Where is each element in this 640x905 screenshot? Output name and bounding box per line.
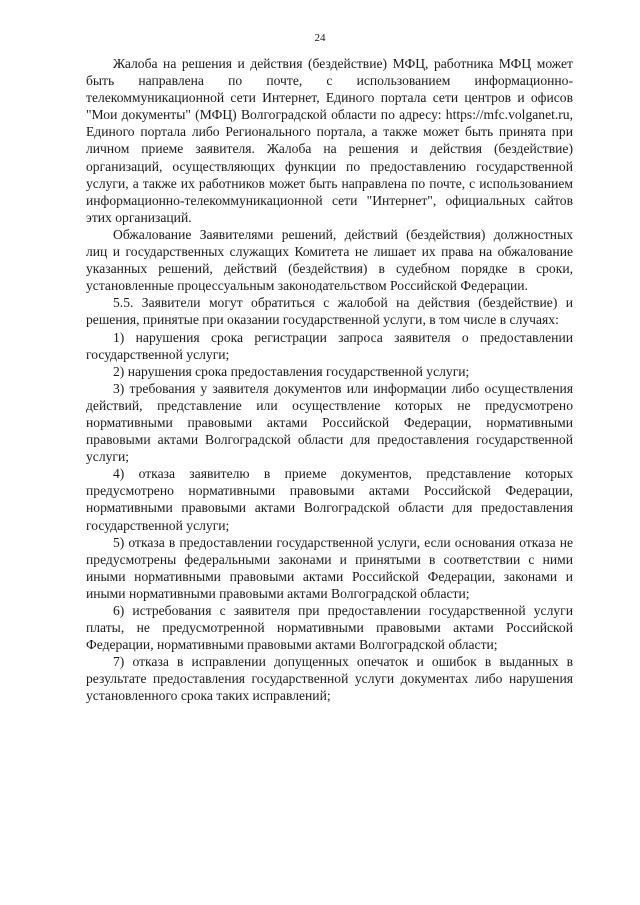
list-item-6: 6) истребования с заявителя при предоставлении государственной услуги платы, не предусмотренной нормативными правовыми актами Российской Федерации, нормативными правовыми актами Волгоградской области; xyxy=(86,603,573,653)
paragraph-judicial-appeal: Обжалование Заявителями решений, действий (бездействия) должностных лиц и государственных служащих Комитета не лишает их права на обжалование указанных решений, действий (бездействия) в судебном порядке в сроки, установленные процессуальным законодательством Российской Федерации. xyxy=(86,226,573,294)
paragraph-complaint-mfc: Жалоба на решения и действия (бездействие) МФЦ, работника МФЦ может быть направлена по почте, с использованием информационно-телекоммуникационной сети Интернет, Единого портала сети центров и офисов "Мои документы" (МФЦ) Волгоградской области по адресу: https://mfc.volganet.ru, Единого портала либо Регионального портала, а также может быть принята при личном приеме заявителя. Жалоба на решения и действия (бездействие) организаций, осуществляющих функции по предоставлению государственной услуги, а также их работников может быть направлена по почте, с использованием информационно-телекоммуникационной сети "Интернет", официальных сайтов этих организаций. xyxy=(86,56,573,225)
list-item-4: 4) отказа заявителю в приеме документов, представление которых предусмотрено нормативными правовыми актами Российской Федерации, нормативными правовыми актами Волгоградской области для предоставления государственной услуги; xyxy=(86,466,573,533)
page-number: 24 xyxy=(314,32,326,44)
paragraph-5-5-intro: 5.5. Заявители могут обратиться с жалобой на действия (бездействие) и решения, принятые при оказании государственной услуги, в том числе в случаях: xyxy=(86,295,573,328)
list-item-5: 5) отказа в предоставлении государственной услуги, если основания отказа не предусмотрены федеральными законами и принятыми в соответствии с ними иными нормативными правовыми актами Российской Федерации, законами и иными нормативными правовыми актами Волгоградской области; xyxy=(86,534,573,601)
list-item-1: 1) нарушения срока регистрации запроса заявителя о предоставлении государственной услуги; xyxy=(86,329,573,362)
list-item-3: 3) требования у заявителя документов или информации либо осуществления действий, представление или осуществление которых не предусмотрено нормативными правовыми актами Российской Федерации, нормативными правовыми актами Волгоградской области для предоставления государственной услуги; xyxy=(86,380,573,465)
list-item-7: 7) отказа в исправлении допущенных опечаток и ошибок в выданных в результате предоставления государственной услуги документах либо нарушения установленного срока таких исправлений; xyxy=(86,654,573,704)
list-item-2: 2) нарушения срока предоставления государственной услуги; xyxy=(113,363,470,379)
document-body xyxy=(86,55,573,705)
